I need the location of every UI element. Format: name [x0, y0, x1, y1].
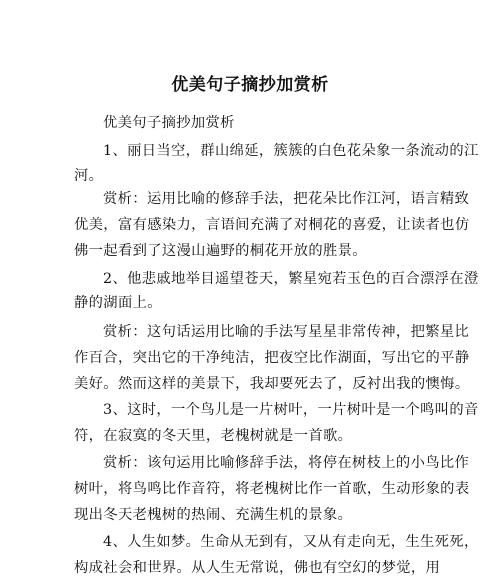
paragraph-line: 符，在寂寞的冬天里，老槐树就是一首歌。 — [74, 428, 353, 444]
paragraph-line: 3、这时，一个鸟儿是一片树叶，一片树叶是一个鸣叫的音 — [103, 402, 479, 418]
paragraph-line: 赏析：运用比喻的修辞手法，把花朵比作江河，语言精致 — [103, 191, 470, 207]
document-title: 优美句子摘抄加赏析 — [171, 75, 329, 95]
paragraph-line: 1、丽日当空，群山绵延，簇簇的白色花朵象一条流动的江 — [103, 143, 479, 159]
paragraph-line: 佛一起看到了这漫山遍野的桐花开放的胜景。 — [74, 243, 367, 259]
paragraph-line: 优美，富有感染力，言语间充满了对桐花的喜爱，让读者也仿 — [74, 217, 470, 233]
paragraph-line: 赏析：这句话运用比喻的手法写星星非常传神，把繁星比 — [103, 324, 470, 340]
paragraph-line: 静的湖面上。 — [74, 295, 162, 311]
paragraph-line: 美好。然而这样的美景下，我却要死去了，反衬出我的懊悔。 — [74, 376, 470, 392]
paragraph-line: 赏析：该句运用比喻修辞手法，将停在树枝上的小鸟比作 — [103, 455, 470, 471]
paragraph-line: 构成社会和世界。从人生无常说，佛也有空幻的梦觉，用 — [74, 560, 441, 576]
paragraph-line: 现出冬天老槐树的热闹、充满生机的景象。 — [74, 507, 353, 523]
document-subheading: 优美句子摘抄加赏析 — [103, 115, 235, 131]
paragraph-line: 4、人生如梦。生命从无到有，又从有走向无，生生死死， — [103, 534, 479, 550]
paragraph-line: 作百合，突出它的干净纯洁，把夜空比作湖面，写出它的平静 — [74, 350, 470, 366]
paragraph-line: 2、他悲戚地举目遥望苍天，繁星宛若玉色的百合漂浮在澄 — [103, 271, 479, 287]
paragraph-line: 河。 — [74, 168, 104, 184]
paragraph-line: 树叶，将鸟鸣比作音符，将老槐树比作一首歌，生动形象的表 — [74, 481, 470, 497]
